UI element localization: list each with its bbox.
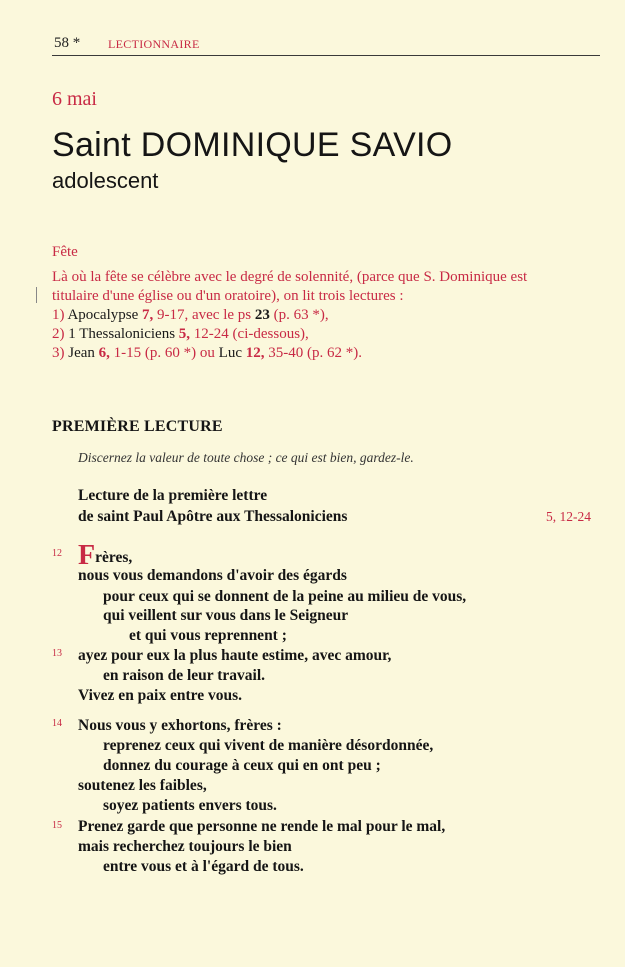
reading-option	[52, 345, 362, 362]
option-page: 35-40 (p. 62 *).	[268, 345, 362, 361]
text-line: entre vous et à l'égard de tous.	[103, 858, 304, 875]
reading-heading: de saint Paul Apôtre aux Thessaloniciens	[78, 508, 348, 525]
option-number: 1)	[52, 307, 65, 323]
saint-subtitle: adolescent	[52, 168, 159, 193]
option-chapter: 6,	[98, 345, 110, 361]
text-line: et qui vous reprennent ;	[129, 627, 287, 644]
text-line: en raison de leur travail.	[103, 667, 266, 684]
reading-reference: 5, 12-24	[546, 509, 591, 524]
option-book: Jean	[68, 345, 95, 361]
text-line: soutenez les faibles,	[78, 777, 207, 794]
option-book: 1 Thessaloniciens	[68, 326, 176, 342]
option-chapter-alt: 12,	[245, 345, 265, 361]
option-book-alt: Luc	[218, 345, 242, 361]
drop-cap: F	[78, 540, 96, 571]
option-page: (p. 63 *),	[273, 307, 329, 323]
text-line: pour ceux qui se donnent de la peine au milieu de vous,	[103, 588, 467, 605]
margin-mark	[36, 287, 37, 303]
text-line: Nous vous y exhortons, frères :	[78, 717, 282, 734]
option-book: Apocalypse	[67, 307, 139, 323]
text-line: nous vous demandons d'avoir des égards	[78, 567, 347, 584]
option-number: 3)	[52, 345, 65, 361]
first-word-rest: rères,	[95, 549, 133, 566]
text-line: reprenez ceux qui vivent de manière désordonnée,	[103, 737, 434, 754]
option-chapter: 5,	[178, 326, 191, 342]
text-line: ayez pour eux la plus haute estime, avec amour,	[78, 647, 392, 664]
option-chapter: 7,	[142, 307, 154, 323]
text-line: donnez du courage à ceux qui en ont peu ;	[103, 757, 381, 774]
option-number: 2)	[52, 326, 65, 342]
verse-number: 15	[52, 820, 62, 831]
text-line: Vivez en paix entre vous.	[78, 687, 243, 704]
verse-number: 13	[52, 648, 62, 659]
verse-number: 12	[52, 548, 62, 559]
reading-option	[52, 307, 329, 324]
page-number: 58 *	[54, 35, 81, 51]
running-header	[52, 35, 600, 56]
section-title: PREMIÈRE LECTURE	[52, 418, 223, 435]
book-title: LECTIONNAIRE	[108, 37, 200, 51]
rubric-rank: Fête	[52, 244, 78, 260]
feast-date: 6 mai	[52, 88, 97, 110]
saint-title: Saint DOMINIQUE SAVIO	[52, 126, 453, 164]
reading-heading: Lecture de la première lettre	[78, 487, 268, 504]
reading-option	[52, 326, 309, 343]
text-line: Prenez garde que personne ne rende le mal pour le mal,	[78, 818, 446, 835]
rubric-line: Là où la fête se célèbre avec le degré de solennité, (parce que S. Dominique est	[52, 269, 528, 285]
option-verses: 1-15 (p. 60 *) ou	[113, 345, 215, 361]
rubric-line: titulaire d'une église ou d'un oratoire), on lit trois lectures :	[52, 288, 404, 304]
reading-summary: Discernez la valeur de toute chose ; ce qui est bien, gardez-le.	[78, 450, 414, 465]
text-line: qui veillent sur vous dans le Seigneur	[103, 607, 349, 624]
option-verses: 12-24 (ci-dessous),	[193, 326, 309, 342]
option-verses: 9-17, avec le ps	[157, 307, 252, 323]
verse-number: 14	[52, 718, 62, 729]
text-line: mais recherchez toujours le bien	[78, 838, 292, 855]
text-line: soyez patients envers tous.	[103, 797, 277, 814]
option-psalm: 23	[254, 307, 270, 323]
